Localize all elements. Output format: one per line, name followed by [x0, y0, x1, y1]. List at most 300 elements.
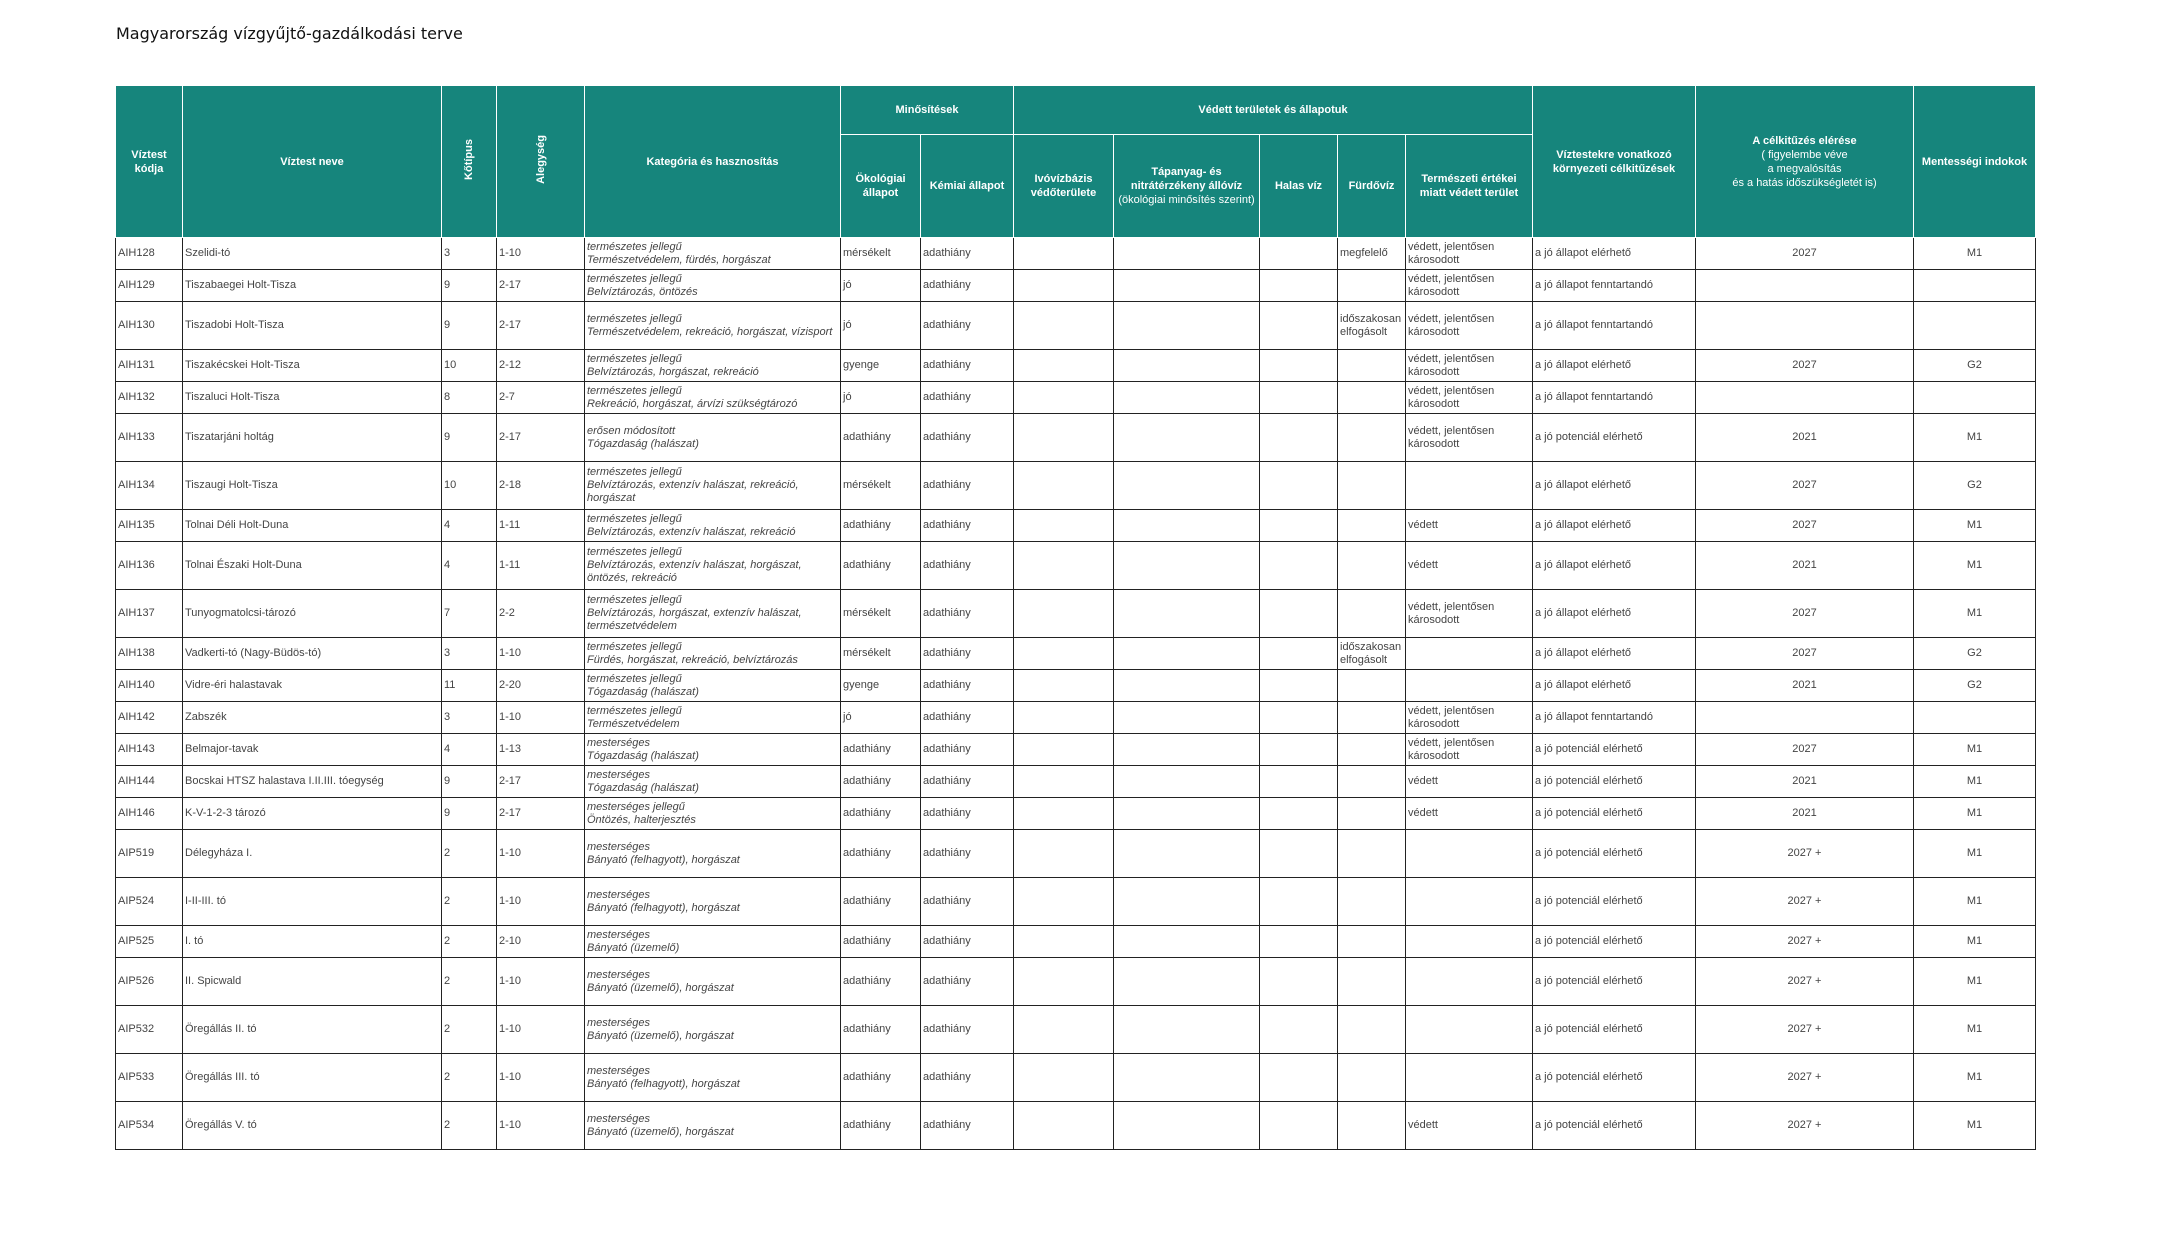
- cell-subunit: 1-10: [497, 830, 585, 878]
- cell-objective: a jó potenciál elérhető: [1533, 1102, 1696, 1150]
- cell-category: [585, 638, 841, 670]
- cell-subunit: 1-10: [497, 1102, 585, 1150]
- cell-subunit: 2-20: [497, 670, 585, 702]
- cell-category: [585, 766, 841, 798]
- cell-bathing: [1338, 766, 1406, 798]
- cell-chemical: adathiány: [921, 270, 1014, 302]
- category-kind: természetes jellegű: [587, 312, 682, 325]
- cell-year: 2021: [1696, 766, 1914, 798]
- category-use: Tógazdaság (halászat): [587, 749, 699, 762]
- cell-fish: [1260, 638, 1338, 670]
- cell-fish: [1260, 702, 1338, 734]
- cell-bathing: [1338, 414, 1406, 462]
- category-kind: mesterséges: [587, 1064, 650, 1077]
- cell-nutrient: [1114, 302, 1260, 350]
- cell-exemption: [1914, 270, 2036, 302]
- cell-objective: a jó állapot fenntartandó: [1533, 382, 1696, 414]
- header-exemption: Mentességi indokok: [1914, 86, 2036, 238]
- cell-type: 11: [442, 670, 497, 702]
- table-row: [116, 1102, 2036, 1150]
- cell-ecological: adathiány: [841, 958, 921, 1006]
- cell-ecological: jó: [841, 702, 921, 734]
- table-row: [116, 542, 2036, 590]
- table-row: [116, 638, 2036, 670]
- cell-nature: védett, jelentősen károsodott: [1406, 270, 1533, 302]
- cell-nature: [1406, 830, 1533, 878]
- cell-nature: védett, jelentősen károsodott: [1406, 382, 1533, 414]
- cell-subunit: 1-11: [497, 542, 585, 590]
- cell-exemption: [1914, 382, 2036, 414]
- cell-name: I. tó: [183, 926, 442, 958]
- cell-subunit: 1-13: [497, 734, 585, 766]
- cell-bathing: [1338, 1006, 1406, 1054]
- table-row: [116, 926, 2036, 958]
- cell-subunit: 2-17: [497, 270, 585, 302]
- cell-objective: a jó állapot elérhető: [1533, 542, 1696, 590]
- category-kind: mesterséges: [587, 1016, 650, 1029]
- cell-exemption: M1: [1914, 1006, 2036, 1054]
- cell-ecological: adathiány: [841, 830, 921, 878]
- cell-ecological: jó: [841, 270, 921, 302]
- cell-chemical: adathiány: [921, 1006, 1014, 1054]
- category-use: Bányató (üzemelő), horgászat: [587, 981, 734, 994]
- cell-category: [585, 414, 841, 462]
- category-kind: mesterséges: [587, 768, 650, 781]
- cell-year: 2027 +: [1696, 830, 1914, 878]
- header-type: Kőtípus: [442, 86, 497, 238]
- cell-exemption: M1: [1914, 414, 2036, 462]
- cell-nutrient: [1114, 878, 1260, 926]
- cell-nutrient: [1114, 702, 1260, 734]
- cell-bathing: [1338, 734, 1406, 766]
- cell-fish: [1260, 670, 1338, 702]
- cell-nutrient: [1114, 542, 1260, 590]
- cell-nature: védett: [1406, 542, 1533, 590]
- cell-name: Tiszabaegei Holt-Tisza: [183, 270, 442, 302]
- category-use: Bányató (üzemelő), horgászat: [587, 1125, 734, 1138]
- cell-subunit: 1-10: [497, 878, 585, 926]
- cell-drinking: [1014, 1006, 1114, 1054]
- cell-chemical: adathiány: [921, 462, 1014, 510]
- cell-ecological: adathiány: [841, 1054, 921, 1102]
- cell-ecological: gyenge: [841, 670, 921, 702]
- cell-bathing: [1338, 542, 1406, 590]
- cell-year: [1696, 270, 1914, 302]
- cell-chemical: adathiány: [921, 830, 1014, 878]
- cell-type: 10: [442, 350, 497, 382]
- table-row: [116, 734, 2036, 766]
- cell-bathing: [1338, 462, 1406, 510]
- cell-bathing: [1338, 510, 1406, 542]
- header-chemical: Kémiai állapot: [921, 135, 1014, 238]
- cell-objective: a jó állapot elérhető: [1533, 510, 1696, 542]
- cell-exemption: M1: [1914, 542, 2036, 590]
- cell-objective: a jó potenciál elérhető: [1533, 878, 1696, 926]
- cell-year: 2021: [1696, 798, 1914, 830]
- cell-fish: [1260, 830, 1338, 878]
- table-row: [116, 590, 2036, 638]
- cell-category: [585, 926, 841, 958]
- cell-nutrient: [1114, 734, 1260, 766]
- cell-name: Tiszaugi Holt-Tisza: [183, 462, 442, 510]
- cell-bathing: [1338, 702, 1406, 734]
- cell-nutrient: [1114, 1102, 1260, 1150]
- cell-nature: védett, jelentősen károsodott: [1406, 350, 1533, 382]
- cell-drinking: [1014, 382, 1114, 414]
- category-use: Bányató (felhagyott), horgászat: [587, 853, 740, 866]
- cell-name: K-V-1-2-3 tározó: [183, 798, 442, 830]
- cell-objective: a jó állapot elérhető: [1533, 670, 1696, 702]
- cell-code: AIH135: [116, 510, 183, 542]
- cell-code: AIH146: [116, 798, 183, 830]
- cell-nutrient: [1114, 382, 1260, 414]
- cell-nature: védett: [1406, 766, 1533, 798]
- cell-ecological: adathiány: [841, 542, 921, 590]
- cell-name: Tunyogmatolcsi-tározó: [183, 590, 442, 638]
- cell-code: AIH133: [116, 414, 183, 462]
- cell-nature: [1406, 958, 1533, 1006]
- cell-subunit: 1-10: [497, 238, 585, 270]
- cell-category: [585, 670, 841, 702]
- cell-nature: védett, jelentősen károsodott: [1406, 734, 1533, 766]
- category-use: Tógazdaság (halászat): [587, 685, 699, 698]
- cell-ecological: mérsékelt: [841, 590, 921, 638]
- category-kind: természetes jellegű: [587, 272, 682, 285]
- cell-year: 2027 +: [1696, 1054, 1914, 1102]
- cell-objective: a jó potenciál elérhető: [1533, 1006, 1696, 1054]
- cell-fish: [1260, 270, 1338, 302]
- cell-drinking: [1014, 414, 1114, 462]
- cell-nature: [1406, 926, 1533, 958]
- cell-exemption: G2: [1914, 350, 2036, 382]
- cell-year: 2027 +: [1696, 878, 1914, 926]
- cell-drinking: [1014, 766, 1114, 798]
- header-ratings: Minősítések: [841, 86, 1014, 135]
- cell-type: 2: [442, 830, 497, 878]
- cell-name: Öregállás III. tó: [183, 1054, 442, 1102]
- category-use: Természetvédelem, fürdés, horgászat: [587, 253, 771, 266]
- cell-exemption: M1: [1914, 878, 2036, 926]
- cell-category: [585, 510, 841, 542]
- cell-drinking: [1014, 510, 1114, 542]
- table-row: [116, 830, 2036, 878]
- cell-drinking: [1014, 302, 1114, 350]
- cell-category: [585, 382, 841, 414]
- cell-year: 2027: [1696, 238, 1914, 270]
- cell-name: Tolnai Északi Holt-Duna: [183, 542, 442, 590]
- cell-objective: a jó potenciál elérhető: [1533, 734, 1696, 766]
- cell-code: AIP533: [116, 1054, 183, 1102]
- cell-objective: a jó állapot elérhető: [1533, 462, 1696, 510]
- cell-year: 2021: [1696, 670, 1914, 702]
- cell-drinking: [1014, 670, 1114, 702]
- category-use: Természetvédelem: [587, 717, 680, 730]
- cell-code: AIH129: [116, 270, 183, 302]
- cell-code: AIH136: [116, 542, 183, 590]
- cell-exemption: M1: [1914, 510, 2036, 542]
- cell-type: 3: [442, 238, 497, 270]
- cell-year: [1696, 702, 1914, 734]
- cell-category: [585, 238, 841, 270]
- cell-category: [585, 270, 841, 302]
- header-objectives: Víztestekre vonatkozó környezeti célkitűzések: [1533, 86, 1696, 238]
- cell-objective: a jó potenciál elérhető: [1533, 798, 1696, 830]
- cell-name: Öregállás II. tó: [183, 1006, 442, 1054]
- cell-bathing: [1338, 590, 1406, 638]
- category-kind: természetes jellegű: [587, 640, 682, 653]
- cell-chemical: adathiány: [921, 702, 1014, 734]
- cell-code: AIH138: [116, 638, 183, 670]
- cell-nature: védett, jelentősen károsodott: [1406, 302, 1533, 350]
- cell-chemical: adathiány: [921, 926, 1014, 958]
- cell-objective: a jó potenciál elérhető: [1533, 766, 1696, 798]
- cell-bathing: [1338, 926, 1406, 958]
- cell-type: 10: [442, 462, 497, 510]
- category-use: Tógazdaság (halászat): [587, 437, 699, 450]
- cell-category: [585, 1102, 841, 1150]
- cell-chemical: adathiány: [921, 1054, 1014, 1102]
- cell-objective: a jó potenciál elérhető: [1533, 414, 1696, 462]
- cell-nutrient: [1114, 270, 1260, 302]
- cell-nutrient: [1114, 670, 1260, 702]
- cell-fish: [1260, 1054, 1338, 1102]
- cell-subunit: 1-10: [497, 638, 585, 670]
- cell-ecological: adathiány: [841, 766, 921, 798]
- cell-drinking: [1014, 830, 1114, 878]
- cell-nutrient: [1114, 958, 1260, 1006]
- table-row: [116, 414, 2036, 462]
- cell-chemical: adathiány: [921, 734, 1014, 766]
- category-kind: természetes jellegű: [587, 594, 682, 606]
- cell-fish: [1260, 958, 1338, 1006]
- cell-exemption: M1: [1914, 734, 2036, 766]
- cell-ecological: jó: [841, 302, 921, 350]
- category-kind: természetes jellegű: [587, 672, 682, 685]
- cell-bathing: [1338, 270, 1406, 302]
- cell-objective: a jó állapot fenntartandó: [1533, 702, 1696, 734]
- cell-bathing: időszakosan elfogásolt: [1338, 638, 1406, 670]
- category-use: Belvíztározás, extenzív halászat, rekreáció, horgászat: [587, 479, 799, 504]
- cell-type: 3: [442, 702, 497, 734]
- cell-type: 9: [442, 766, 497, 798]
- cell-year: [1696, 302, 1914, 350]
- header-code: Víztest kódja: [116, 86, 183, 238]
- cell-category: [585, 1006, 841, 1054]
- cell-exemption: M1: [1914, 926, 2036, 958]
- cell-name: Zabszék: [183, 702, 442, 734]
- table-row: [116, 462, 2036, 510]
- category-kind: mesterséges jellegű: [587, 800, 685, 813]
- table-row: [116, 702, 2036, 734]
- cell-bathing: [1338, 1054, 1406, 1102]
- cell-exemption: M1: [1914, 590, 2036, 638]
- cell-year: [1696, 382, 1914, 414]
- header-fish: Halas víz: [1260, 135, 1338, 238]
- category-kind: mesterséges: [587, 736, 650, 749]
- cell-nutrient: [1114, 590, 1260, 638]
- cell-name: Tolnai Déli Holt-Duna: [183, 510, 442, 542]
- cell-subunit: 2-10: [497, 926, 585, 958]
- cell-ecological: jó: [841, 382, 921, 414]
- cell-fish: [1260, 462, 1338, 510]
- cell-drinking: [1014, 926, 1114, 958]
- cell-ecological: adathiány: [841, 414, 921, 462]
- category-kind: természetes jellegű: [587, 512, 682, 525]
- header-subunit: Alegység: [497, 86, 585, 238]
- category-kind: erősen módosított: [587, 424, 676, 437]
- cell-category: [585, 542, 841, 590]
- cell-drinking: [1014, 958, 1114, 1006]
- cell-objective: a jó állapot fenntartandó: [1533, 270, 1696, 302]
- cell-fish: [1260, 734, 1338, 766]
- cell-type: 9: [442, 414, 497, 462]
- cell-code: AIP524: [116, 878, 183, 926]
- cell-exemption: G2: [1914, 462, 2036, 510]
- water-bodies-table: [115, 85, 2036, 1150]
- cell-chemical: adathiány: [921, 382, 1014, 414]
- cell-year: 2027 +: [1696, 926, 1914, 958]
- cell-subunit: 2-17: [497, 302, 585, 350]
- cell-nutrient: [1114, 510, 1260, 542]
- cell-code: AIH134: [116, 462, 183, 510]
- cell-objective: a jó potenciál elérhető: [1533, 1054, 1696, 1102]
- cell-code: AIP519: [116, 830, 183, 878]
- cell-fish: [1260, 414, 1338, 462]
- category-kind: mesterséges: [587, 968, 650, 981]
- cell-subunit: 1-10: [497, 1006, 585, 1054]
- cell-code: AIP532: [116, 1006, 183, 1054]
- cell-exemption: M1: [1914, 1054, 2036, 1102]
- cell-chemical: adathiány: [921, 414, 1014, 462]
- cell-type: 2: [442, 1006, 497, 1054]
- cell-fish: [1260, 302, 1338, 350]
- cell-type: 4: [442, 542, 497, 590]
- cell-drinking: [1014, 1054, 1114, 1102]
- cell-chemical: adathiány: [921, 510, 1014, 542]
- cell-category: [585, 878, 841, 926]
- cell-subunit: 1-10: [497, 1054, 585, 1102]
- cell-nutrient: [1114, 638, 1260, 670]
- cell-fish: [1260, 766, 1338, 798]
- header-achieve: A célkitűzés elérése ( figyelembe véve a megvalósítás és a hatás időszükségletét is): [1696, 86, 1914, 238]
- cell-fish: [1260, 1102, 1338, 1150]
- cell-nature: [1406, 878, 1533, 926]
- cell-chemical: adathiány: [921, 958, 1014, 1006]
- cell-fish: [1260, 350, 1338, 382]
- category-kind: természetes jellegű: [587, 704, 682, 717]
- cell-nature: védett: [1406, 1102, 1533, 1150]
- cell-type: 3: [442, 638, 497, 670]
- cell-fish: [1260, 798, 1338, 830]
- cell-objective: a jó állapot fenntartandó: [1533, 302, 1696, 350]
- cell-ecological: adathiány: [841, 1006, 921, 1054]
- cell-fish: [1260, 926, 1338, 958]
- cell-year: 2027: [1696, 510, 1914, 542]
- cell-drinking: [1014, 798, 1114, 830]
- table-row: [116, 670, 2036, 702]
- cell-name: Vadkerti-tó (Nagy-Büdös-tó): [183, 638, 442, 670]
- cell-subunit: 2-7: [497, 382, 585, 414]
- cell-subunit: 2-17: [497, 766, 585, 798]
- cell-bathing: [1338, 1102, 1406, 1150]
- cell-objective: a jó potenciál elérhető: [1533, 830, 1696, 878]
- cell-category: [585, 958, 841, 1006]
- cell-name: I-II-III. tó: [183, 878, 442, 926]
- cell-nutrient: [1114, 830, 1260, 878]
- cell-exemption: M1: [1914, 238, 2036, 270]
- cell-name: Vidre-éri halastavak: [183, 670, 442, 702]
- cell-ecological: mérsékelt: [841, 238, 921, 270]
- cell-subunit: 2-17: [497, 798, 585, 830]
- header-protected: Védett területek és állapotuk: [1014, 86, 1533, 135]
- cell-type: 2: [442, 878, 497, 926]
- cell-exemption: G2: [1914, 638, 2036, 670]
- cell-nature: [1406, 670, 1533, 702]
- cell-bathing: [1338, 830, 1406, 878]
- cell-fish: [1260, 238, 1338, 270]
- cell-name: Bocskai HTSZ halastava I.II.III. tóegység: [183, 766, 442, 798]
- category-kind: mesterséges: [587, 840, 650, 853]
- cell-nature: [1406, 1006, 1533, 1054]
- cell-category: [585, 350, 841, 382]
- cell-nutrient: [1114, 350, 1260, 382]
- cell-year: 2027 +: [1696, 958, 1914, 1006]
- category-use: Belvíztározás, extenzív halászat, rekreáció: [587, 525, 796, 538]
- cell-year: 2027: [1696, 350, 1914, 382]
- cell-subunit: 2-2: [497, 590, 585, 638]
- cell-type: 8: [442, 382, 497, 414]
- cell-fish: [1260, 1006, 1338, 1054]
- cell-drinking: [1014, 270, 1114, 302]
- cell-chemical: adathiány: [921, 1102, 1014, 1150]
- cell-nature: [1406, 638, 1533, 670]
- cell-exemption: M1: [1914, 798, 2036, 830]
- cell-category: [585, 734, 841, 766]
- cell-drinking: [1014, 350, 1114, 382]
- cell-code: AIH130: [116, 302, 183, 350]
- category-use: Bányató (üzemelő), horgászat: [587, 1029, 734, 1042]
- category-kind: mesterséges: [587, 1112, 650, 1125]
- cell-type: 2: [442, 1102, 497, 1150]
- cell-objective: a jó állapot elérhető: [1533, 638, 1696, 670]
- cell-nature: védett, jelentősen károsodott: [1406, 238, 1533, 270]
- cell-name: Tiszadobi Holt-Tisza: [183, 302, 442, 350]
- cell-bathing: [1338, 798, 1406, 830]
- cell-ecological: gyenge: [841, 350, 921, 382]
- cell-code: AIH131: [116, 350, 183, 382]
- cell-bathing: megfelelő: [1338, 238, 1406, 270]
- cell-chemical: adathiány: [921, 798, 1014, 830]
- cell-subunit: 1-10: [497, 702, 585, 734]
- cell-ecological: adathiány: [841, 1102, 921, 1150]
- cell-code: AIH128: [116, 238, 183, 270]
- header-bathing: Fürdővíz: [1338, 135, 1406, 238]
- cell-code: AIP534: [116, 1102, 183, 1150]
- cell-subunit: 1-10: [497, 958, 585, 1006]
- cell-code: AIH144: [116, 766, 183, 798]
- cell-type: 4: [442, 510, 497, 542]
- cell-type: 9: [442, 798, 497, 830]
- category-use: Tógazdaság (halászat): [587, 781, 699, 794]
- cell-exemption: M1: [1914, 1102, 2036, 1150]
- category-use: Fürdés, horgászat, rekreáció, belvíztározás: [587, 653, 798, 666]
- cell-ecological: adathiány: [841, 734, 921, 766]
- cell-objective: a jó állapot elérhető: [1533, 590, 1696, 638]
- cell-exemption: [1914, 302, 2036, 350]
- table-row: [116, 958, 2036, 1006]
- cell-type: 4: [442, 734, 497, 766]
- cell-drinking: [1014, 542, 1114, 590]
